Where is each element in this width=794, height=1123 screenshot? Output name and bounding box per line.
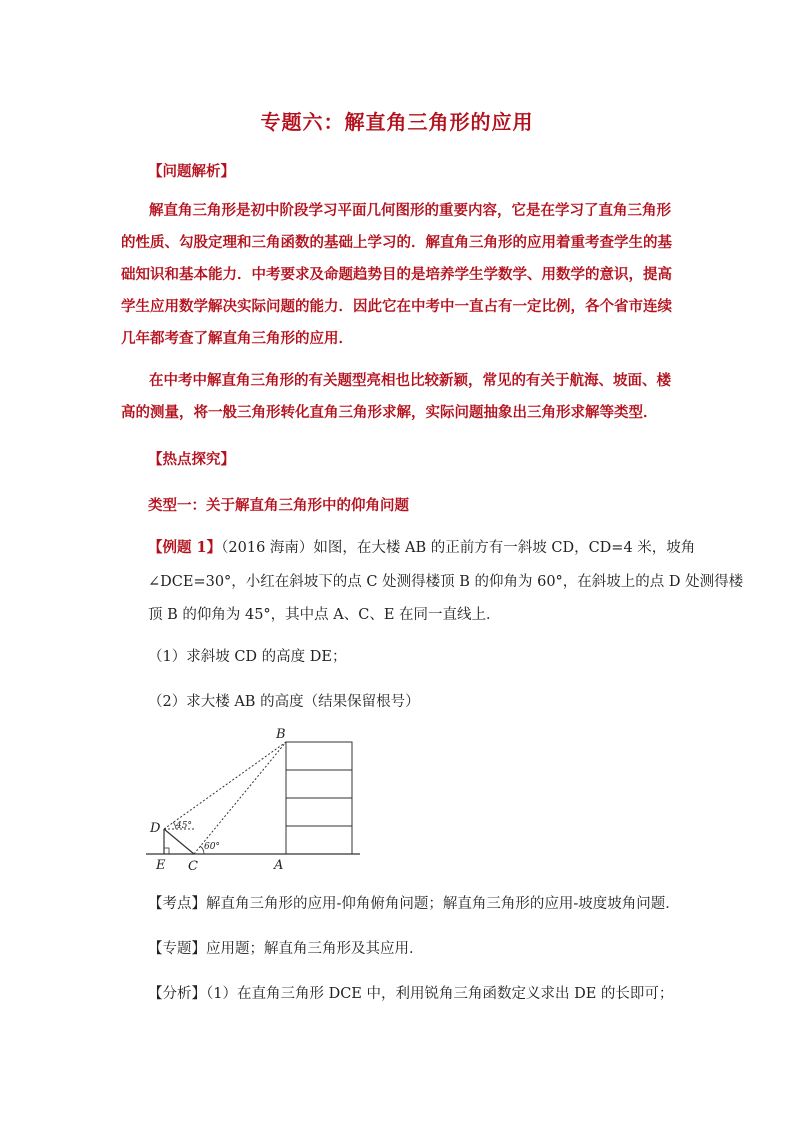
intro-text: 解直角三角形是初中阶段学习平面几何图形的重要内容，它是在学习了直角三角形的性质、勾股定理和三角函数的基础上学习的．解直角三角形的应用着重考查学生的基础知识和基本能力．中考要求及命题趋势目的是培养学生学数学、用数学的意识，提高学生应用数学解决实际问题的能力．因此它在中考中一直占有一定比例，各个省市连续几年都考查了解直角三角形的应用． — [121, 202, 672, 347]
kaodian-text: 解直角三角形的应用-仰角俯角问题；解直角三角形的应用-坡度坡角问题． — [206, 896, 680, 912]
section-heading-hotspot: 【热点探究】 — [148, 451, 235, 468]
geometry-figure — [146, 724, 364, 874]
zhuanti-line — [148, 937, 424, 958]
types-text: 在中考中解直角三角形的有关题型亮相也比较新颖，常见的有关于航海、坡面、楼高的测量，将一般三角形转化直角三角形求解，实际问题抽象出三角形求解等类型． — [121, 372, 671, 421]
label-b: B — [276, 727, 286, 742]
zhuanti-text: 应用题；解直角三角形及其应用． — [206, 941, 424, 957]
section-heading-analysis: 【问题解析】 — [148, 163, 235, 180]
question-2: （2）求大楼 AB 的高度（结果保留根号） — [148, 694, 420, 710]
type-heading: 类型一：关于解直角三角形中的仰角问题 — [148, 497, 409, 514]
kaodian-label: 【考点】 — [148, 896, 206, 912]
page-title: 专题六：解直角三角形的应用 — [260, 110, 534, 134]
types-paragraph — [121, 365, 681, 429]
fenxi-text: （1）在直角三角形 DCE 中，利用锐角三角函数定义求出 DE 的长即可； — [206, 986, 674, 1002]
label-d: D — [150, 821, 161, 836]
kaodian-line — [148, 892, 680, 913]
fenxi-line — [148, 982, 673, 1003]
angle-label-c: 60° — [204, 842, 220, 852]
example-line-2: ∠DCE=30°，小红在斜坡下的点 C 处测得楼顶 B 的仰角为 60°，在斜坡上的点 D 处测得楼 — [148, 574, 744, 590]
fenxi-label: 【分析】 — [148, 986, 206, 1002]
zhuanti-label: 【专题】 — [148, 941, 206, 957]
example-label: 【例题 1】 — [148, 539, 222, 556]
intro-paragraph — [121, 195, 681, 355]
label-e: E — [156, 858, 166, 873]
question-1: （1）求斜坡 CD 的高度 DE； — [148, 649, 347, 665]
angle-label-d: 45° — [176, 821, 192, 831]
label-c: C — [188, 859, 198, 874]
example-text-1: （2016 海南）如图，在大楼 AB 的正前方有一斜坡 CD，CD=4 米，坡角 — [221, 540, 696, 556]
right-angle-mark — [164, 848, 169, 854]
label-a: A — [274, 858, 284, 873]
example-line-3: 顶 B 的仰角为 45°，其中点 A、C、E 在同一直线上． — [148, 607, 501, 623]
example-line-1 — [148, 536, 695, 557]
segment-dc — [164, 829, 194, 854]
